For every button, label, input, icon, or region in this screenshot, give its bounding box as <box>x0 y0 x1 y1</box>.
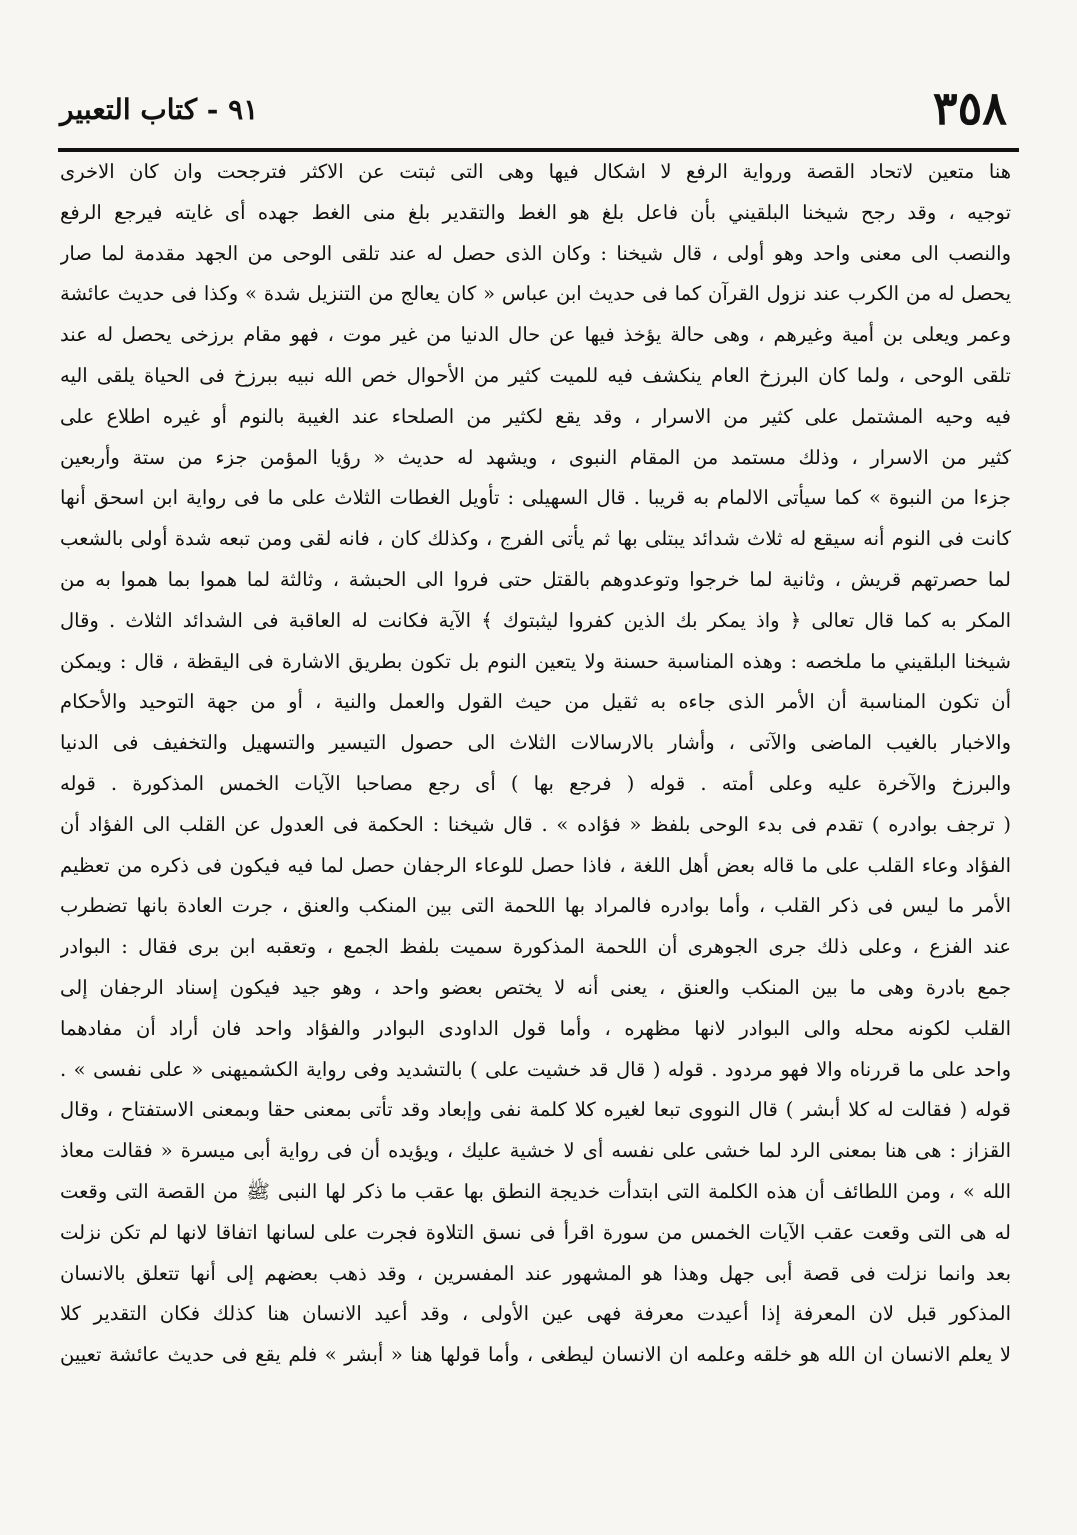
text-line: كانت فى النوم أنه سيقع له ثلاث شدائد يبتلى بها ثم يأتى الفرج ، وكذلك كان ، فانه لقى ومن تبعه شدة أولى بالشعب <box>60 527 1011 551</box>
text-line: واحد على ما قررناه والا فهو مردود . قوله ( قال قد خشيت على ) بالتشديد وفى رواية الكشميهنى « على نفسى » . <box>60 1057 1011 1081</box>
text-line: كثير من الاسرار ، وذلك مستمد من المقام النبوى ، ويشهد له حديث « رؤيا المؤمن جزء من ستة وأربعين <box>60 445 1011 469</box>
text-line: القزاز : هى هنا بمعنى الرد لما خشى على نفسه أى لا خشية عليك ، ويؤيده أن فى رواية أبى ميسرة « فقالت معاذ <box>60 1139 1011 1163</box>
text-line: والاخبار بالغيب الماضى والآتى ، وأشار بالارسالات الثلاث الى حصول التيسير والتسهيل والتخفيف فى الدنيا <box>60 731 1011 755</box>
text-line: جمع بادرة وهى ما بين المنكب والعنق ، يعنى أنه لا يختص بعضو واحد ، وهو جيد فيكون إسناد الرجفان إلى <box>60 975 1011 999</box>
text-line: قوله ( فقالت له كلا أبشر ) قال النووى تبعا لغيره كلا كلمة نفى وإبعاد وقد تأتى بمعنى حقا وبمعنى الاستفتاح ، وقال <box>60 1098 1011 1122</box>
text-line: وعمر ويعلى بن أمية وغيرهم ، وهى حالة يؤخذ فيها عن حال الدنيا من غير موت ، فهو مقام برزخى يحصل له عند <box>60 323 1011 347</box>
text-line: تلقى الوحى ، ولما كان البرزخ العام ينكشف فيه للميت كثير من الأحوال خص الله نبيه ببرزخ فى الحياة يلقى اليه <box>60 363 1011 387</box>
text-line: جزءا من النبوة » كما سيأتى الالمام به قريبا . قال السهيلى : تأويل الغطات الثلاث على ما فى رواية ابن اسحق أنها <box>60 486 1011 510</box>
text-line: المذكور قبل لان المعرفة إذا أعيدت معرفة فهى عين الأولى ، وقد أعيد الانسان هنا كذلك فكان التقدير كلا <box>60 1302 1011 1326</box>
text-line: والبرزخ والآخرة عليه وعلى أمته . قوله ( فرجع بها ) أى رجع مصاحبا الآيات الخمس المذكورة . قوله <box>60 771 1011 795</box>
text-line: الفؤاد وعاء القلب على ما قاله بعض أهل اللغة ، فاذا حصل للوعاء الرجفان حصل لما فيه فيكون فى ذكره من تعظيم <box>60 853 1011 877</box>
text-line: لما حصرتهم قريش ، وثانية لما خرجوا وتوعدوهم بالقتل حتى فروا الى الحبشة ، وثالثة لما هموا بما هموا به من <box>60 567 1011 591</box>
text-line: هنا متعين لاتحاد القصة ورواية الرفع لا اشكال فيها وهى التى ثبتت عن الاكثر فترجحت وان كان الاخرى <box>60 160 1011 183</box>
text-line: ( ترجف بوادره ) تقدم فى بدء الوحى بلفظ « فؤاده » . قال شيخنا : الحكمة فى العدول عن القلب الى الفؤاد أن <box>60 812 1011 836</box>
text-line: الله » ، ومن اللطائف أن هذه الكلمة التى ابتدأت خديجة النطق بها عقب ما ذكر لها النبى ﷺ من القصة التى وقعت <box>60 1179 1011 1203</box>
text-line: بعد وانما نزلت فى قصة أبى جهل وهذا هو المشهور عند المفسرين ، وقد ذهب بعضهم إلى أنها تتعلق بالانسان <box>60 1261 1011 1285</box>
text-line: والنصب الى معنى واحد وهو أولى ، قال شيخنا : وكان الذى حصل له عند تلقى الوحى من الجهد مقدمة لما صار <box>60 241 1011 265</box>
text-line: عند الفزع ، وعلى ذلك جرى الجوهرى أن اللحمة المذكورة سميت بلفظ الجمع ، وتعقبه ابن برى فقال : البوادر <box>60 935 1011 959</box>
text-line: أن تكون المناسبة أن الأمر الذى جاءه به ثقيل من حيث القول والعمل والنية ، أو من جهة التوحيد والأحكام <box>60 690 1011 714</box>
text-line: له هى التى وقعت عقب الآيات الخمس من سورة اقرأ فى نسق التلاوة فجرت على لسانها اتفاقا لانها لم تكن نزلت <box>60 1220 1011 1244</box>
page-number: ٣٥٨ <box>932 81 1007 135</box>
text-line: توجيه ، وقد رجح شيخنا البلقيني بأن فاعل بلغ هو الغط والتقدير بلغ منى الغط جهده أى غايته فيرجع الرفع <box>60 200 1011 224</box>
text-line: فيه وحيه المشتمل على كثير من الاسرار ، وقد يقع لكثير من الصلحاء عند الغيبة بالنوم أو غيره اطلاع على <box>60 404 1011 428</box>
text-line: الأمر ما ليس فى ذكر القلب ، وأما بوادره فالمراد بها اللحمة التى بين المنكب والعنق ، جرت العادة بانها تضطرب <box>60 894 1011 918</box>
text-line: لا يعلم الانسان ان الله هو خلقه وعلمه ان الانسان ليطغى ، وأما قولها هنا « أبشر » فلم يقع فى حديث عائشة تعيين <box>60 1343 1011 1367</box>
body-text <box>60 152 1011 1376</box>
page-header <box>60 78 1007 144</box>
running-title: ٩١ - كتاب التعبير <box>60 93 259 126</box>
text-line: القلب لكونه محله والى البوادر لانها مظهره ، وأما قول الداودى البوادر والفؤاد واحد فان أراد أن مفادهما <box>60 1016 1011 1040</box>
text-line: يحصل له من الكرب عند نزول القرآن كما فى حديث ابن عباس « كان يعالج من التنزيل شدة » وكذا فى حديث عائشة <box>60 282 1011 306</box>
text-line: المكر به كما قال تعالى ﴿ واذ يمكر بك الذين كفروا ليثبتوك ﴾ الآية فكانت له العاقبة فى الشدائد الثلاث . وقال <box>60 608 1011 632</box>
text-line: شيخنا البلقيني ما ملخصه : وهذه المناسبة حسنة ولا يتعين النوم بل تكون بطريق الاشارة فى اليقظة ، قال : ويمكن <box>60 649 1011 673</box>
